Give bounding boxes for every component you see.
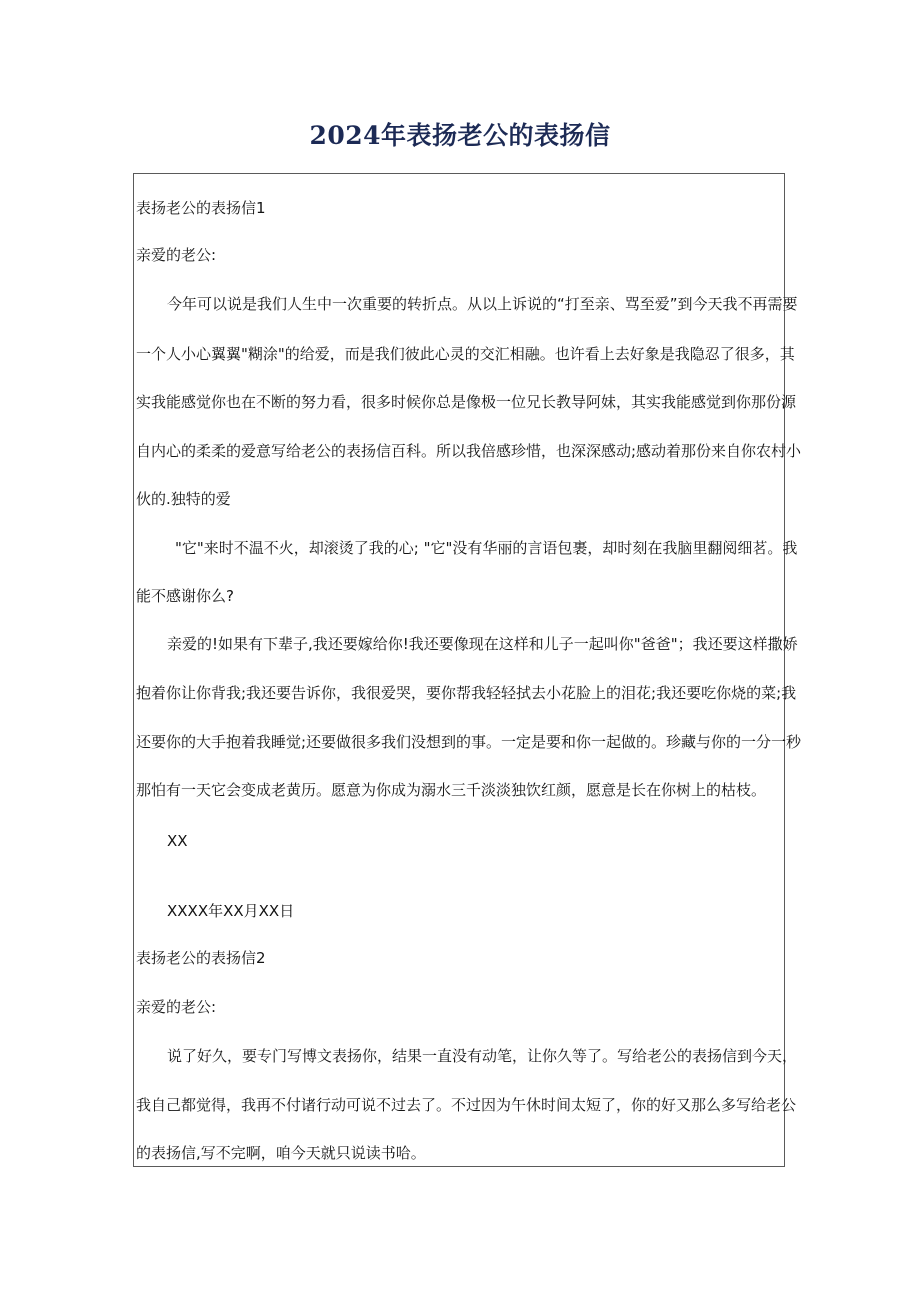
letter1-paragraph3-line: 那怕有一天它会变成老黄历。愿意为你成为溺水三千淡淡独饮红颜，愿意是长在你树上的枯枝。 <box>136 781 767 799</box>
letter1-paragraph3-line: 抱着你让你背我;我还要告诉你，我很爱哭，要你帮我轻轻拭去小花脸上的泪花;我还要吃你烧的菜;我 <box>136 684 797 702</box>
letter2-heading: 表扬老公的表扬信2 <box>136 949 266 967</box>
letter1-paragraph1-line: 实我能感觉你也在不断的努力看，很多时候你总是像极一位兄长教导阿妹，其实我能感觉到你那份源 <box>136 393 797 411</box>
letter2-paragraph1-line: 说了好久，要专门写博文表扬你，结果一直没有动笔，让你久等了。写给老公的表扬信到今天， <box>167 1047 798 1065</box>
letter1-paragraph1-line: 自内心的柔柔的爱意写给老公的表扬信百科。所以我倍感珍惜，也深深感动;感动着那份来自你农村小 <box>136 442 802 460</box>
letter2-paragraph1-line: 的表扬信,写不完啊，咱今天就只说读书哈。 <box>136 1144 426 1162</box>
letter1-paragraph2-line: "它"来时不温不火，却滚烫了我的心; "它"没有华丽的言语包裹，却时刻在我脑里翻阅细茗。我 <box>175 539 798 557</box>
content-frame <box>133 173 802 1167</box>
letter1-paragraph3-line: 还要你的大手抱着我睡觉;还要做很多我们没想到的事。一定是要和你一起做的。珍藏与你的一分一秒 <box>136 733 802 751</box>
letter2-salutation: 亲爱的老公: <box>136 998 217 1016</box>
letter1-date: XXXX年XX月XX日 <box>167 902 295 920</box>
letter2-paragraph1-line: 我自己都觉得，我再不付诸行动可说不过去了。不过因为午休时间太短了，你的好又那么多写给老公 <box>136 1096 797 1114</box>
letter1-paragraph3-line: 亲爱的!如果有下辈子,我还要嫁给你!我还要像现在这样和儿子一起叫你"爸爸"；我还要这样撒娇 <box>167 635 798 653</box>
letter1-salutation: 亲爱的老公: <box>136 246 217 264</box>
letter1-paragraph1-line: 今年可以说是我们人生中一次重要的转折点。从以上诉说的“打至亲、骂至爱”到今天我不再需要 <box>167 295 798 313</box>
document-title: 2024年表扬老公的表扬信 <box>309 121 611 150</box>
letter1-paragraph1-line: 一个人小心翼翼"糊涂"的给爱，而是我们彼此心灵的交汇相融。也许看上去好象是我隐忍了很多，其 <box>136 345 795 363</box>
letter1-paragraph1-line: 伙的.独特的爱 <box>136 490 231 508</box>
letter1-signature: XX <box>167 832 188 850</box>
letter1-paragraph2-line: 能不感谢你么? <box>136 587 234 605</box>
letter1-heading: 表扬老公的表扬信1 <box>136 199 266 217</box>
